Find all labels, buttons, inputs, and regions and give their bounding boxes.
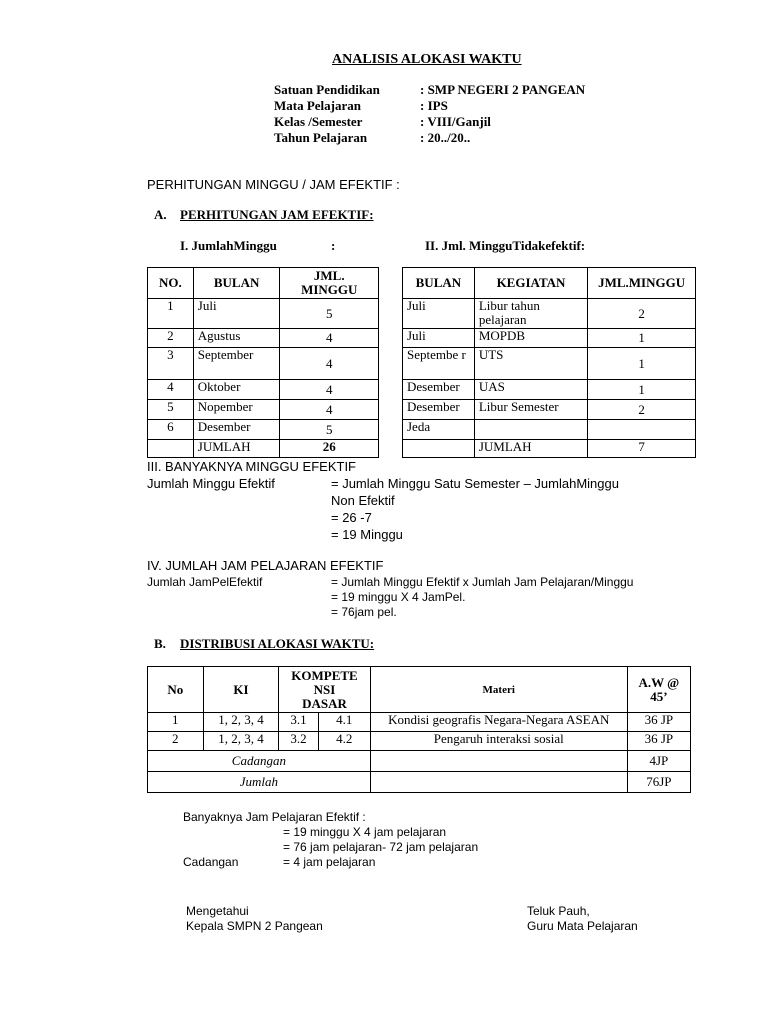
t1-cell-no: 5	[148, 400, 194, 420]
t3-jumlah-row	[148, 772, 691, 793]
summary-line1: Banyaknya Jam Pelajaran Efektif :	[183, 810, 366, 824]
t2-cell-jml: 2	[588, 400, 696, 420]
t3-cell-materi: Kondisi geografis Negara-Negara ASEAN	[370, 713, 627, 732]
t1-header-no: NO.	[148, 268, 194, 299]
table-row	[148, 713, 691, 732]
t2-cell-kegiatan: UAS	[474, 380, 587, 400]
t3-cell-kd2: 4.2	[318, 732, 370, 751]
t1-cell-jml: 4	[280, 348, 379, 380]
sub-ii-label: II. Jml. MingguTidakefektif:	[425, 238, 586, 253]
section-b-title: DISTRIBUSI ALOKASI WAKTU:	[180, 636, 375, 651]
t1-cell-bulan: Nopember	[193, 400, 280, 420]
t3-cell-kd2: 4.1	[318, 713, 370, 732]
sub-i-label: I. JumlahMinggu	[180, 238, 277, 253]
section-iii-line3: = 26 -7	[331, 510, 372, 525]
t1-cell-bulan: Desember	[193, 420, 280, 440]
t3-cell-kd1: 3.2	[279, 732, 318, 751]
t3-cell-aw: 36 JP	[627, 732, 690, 751]
section-iv-line1: = Jumlah Minggu Efektif x Jumlah Jam Pelajaran/Minggu	[331, 575, 634, 589]
table-row	[403, 420, 696, 440]
t3-jumlah-value: 76JP	[627, 772, 690, 793]
table-row	[148, 400, 379, 420]
t3-cell-aw: 36 JP	[627, 713, 690, 732]
t1-cell-no: 4	[148, 380, 194, 400]
t1-total-value: 26	[280, 440, 379, 458]
t3-cell-kd1: 3.1	[279, 713, 318, 732]
t3-cadangan-label: Cadangan	[148, 751, 371, 772]
info-label-satuan: Satuan Pendidikan	[274, 82, 380, 97]
info-label-mapel: Mata Pelajaran	[274, 98, 362, 113]
t1-total-row	[148, 440, 379, 458]
t1-total-label: JUMLAH	[193, 440, 280, 458]
t1-cell-no: 3	[148, 348, 194, 380]
t1-cell-jml: 4	[280, 329, 379, 348]
t1-cell-no: 6	[148, 420, 194, 440]
t2-total-label: JUMLAH	[474, 440, 587, 458]
table-row	[148, 299, 379, 329]
t2-cell-jml: 1	[588, 380, 696, 400]
info-label-kelas: Kelas /Semester	[274, 114, 363, 129]
t2-cell-jml: 1	[588, 329, 696, 348]
t2-total-value: 7	[588, 440, 696, 458]
t3-header-materi: Materi	[370, 667, 627, 713]
info-value-kelas: : VIII/Ganjil	[420, 114, 491, 129]
t2-header-jml: JML.MINGGU	[588, 268, 696, 299]
t1-cell-bulan: Oktober	[193, 380, 280, 400]
table-distribusi-alokasi	[147, 666, 691, 793]
table-row	[148, 329, 379, 348]
t3-header-kd: KOMPETE NSI DASAR	[279, 667, 370, 713]
t3-cell-no: 1	[148, 713, 204, 732]
t1-cell-jml: 4	[280, 380, 379, 400]
t1-header-jml: JML. MINGGU	[280, 268, 379, 299]
info-value-mapel: : IPS	[420, 98, 448, 113]
section-iii-line1: = Jumlah Minggu Satu Semester – JumlahMinggu	[331, 476, 619, 491]
section-iv-line3: = 76jam pel.	[331, 605, 397, 619]
summary-cadangan-label: Cadangan	[183, 855, 239, 869]
t2-header-kegiatan: KEGIATAN	[474, 268, 587, 299]
info-label-tahun: Tahun Pelajaran	[274, 130, 368, 145]
table-row	[403, 299, 696, 329]
t2-cell-kegiatan: MOPDB	[474, 329, 587, 348]
table-row	[148, 348, 379, 380]
table-row	[148, 732, 691, 751]
t2-cell-bulan: Juli	[403, 329, 475, 348]
sub-i-colon: :	[331, 238, 336, 253]
t1-cell-jml: 5	[280, 299, 379, 329]
t1-cell-bulan: Agustus	[193, 329, 280, 348]
t2-cell-bulan: Desember	[403, 400, 475, 420]
perhitungan-heading: PERHITUNGAN MINGGU / JAM EFEKTIF :	[147, 177, 400, 192]
t1-cell-no: 1	[148, 299, 194, 329]
section-a-letter: A.	[154, 207, 167, 222]
table-row	[403, 329, 696, 348]
t3-header-aw: A.W @ 45’	[627, 667, 690, 713]
t2-total-row	[403, 440, 696, 458]
section-iii-line4: = 19 Minggu	[331, 527, 403, 542]
section-b-letter: B.	[154, 636, 166, 651]
t2-cell-kegiatan: Libur Semester	[474, 400, 587, 420]
section-iv-label: Jumlah JamPelEfektif	[147, 575, 263, 589]
section-iii-line2: Non Efektif	[331, 493, 395, 508]
signature-right-line2: Guru Mata Pelajaran	[527, 919, 638, 933]
t3-header-ki: KI	[203, 667, 279, 713]
section-iii-label: Jumlah Minggu Efektif	[147, 476, 275, 491]
t2-cell-bulan: Desember	[403, 380, 475, 400]
section-a-title: PERHITUNGAN JAM EFEKTIF:	[180, 207, 374, 222]
t2-cell-bulan: Juli	[403, 299, 475, 329]
t2-cell-jml	[588, 420, 696, 440]
t2-cell-bulan: Jeda	[403, 420, 475, 440]
t2-cell-jml: 1	[588, 348, 696, 380]
section-iii-heading: III. BANYAKNYA MINGGU EFEKTIF	[147, 459, 356, 474]
t2-cell-jml: 2	[588, 299, 696, 329]
table-row	[403, 380, 696, 400]
table-row	[148, 380, 379, 400]
t1-cell-bulan: Juli	[193, 299, 280, 329]
table-row	[403, 348, 696, 380]
t1-cell-jml: 4	[280, 400, 379, 420]
section-iv-line2: = 19 minggu X 4 JamPel.	[331, 590, 466, 604]
t3-cell-ki: 1, 2, 3, 4	[203, 732, 279, 751]
t1-cell-jml: 5	[280, 420, 379, 440]
summary-line3: = 76 jam pelajaran- 72 jam pelajaran	[283, 840, 479, 854]
t2-cell-kegiatan: Libur tahun pelajaran	[474, 299, 587, 329]
t2-cell-kegiatan: UTS	[474, 348, 587, 380]
t1-cell-bulan: September	[193, 348, 280, 380]
summary-line2: = 19 minggu X 4 jam pelajaran	[283, 825, 447, 839]
table-jumlah-minggu	[147, 267, 379, 458]
t3-cell-materi: Pengaruh interaksi sosial	[370, 732, 627, 751]
t3-cadangan-value: 4JP	[627, 751, 690, 772]
t1-header-bulan: BULAN	[193, 268, 280, 299]
t3-jumlah-label: Jumlah	[148, 772, 371, 793]
info-value-tahun: : 20../20..	[420, 130, 471, 145]
t3-cell-ki: 1, 2, 3, 4	[203, 713, 279, 732]
t2-header-bulan: BULAN	[403, 268, 475, 299]
t1-cell-no: 2	[148, 329, 194, 348]
t3-cell-no: 2	[148, 732, 204, 751]
document-title: ANALISIS ALOKASI WAKTU	[332, 52, 522, 67]
t2-cell-bulan: Septembe r	[403, 348, 475, 380]
table-minggu-tidak-efektif	[402, 267, 696, 458]
signature-left-line2: Kepala SMPN 2 Pangean	[186, 919, 323, 933]
summary-cadangan-value: = 4 jam pelajaran	[283, 855, 376, 869]
info-value-satuan: : SMP NEGERI 2 PANGEAN	[420, 82, 586, 97]
section-iv-heading: IV. JUMLAH JAM PELAJARAN EFEKTIF	[147, 558, 384, 573]
t3-header-no: No	[148, 667, 204, 713]
t3-cadangan-row	[148, 751, 691, 772]
table-row	[403, 400, 696, 420]
signature-right-line1: Teluk Pauh,	[527, 904, 590, 918]
signature-left-line1: Mengetahui	[186, 904, 249, 918]
table-row	[148, 420, 379, 440]
t2-cell-kegiatan	[474, 420, 587, 440]
